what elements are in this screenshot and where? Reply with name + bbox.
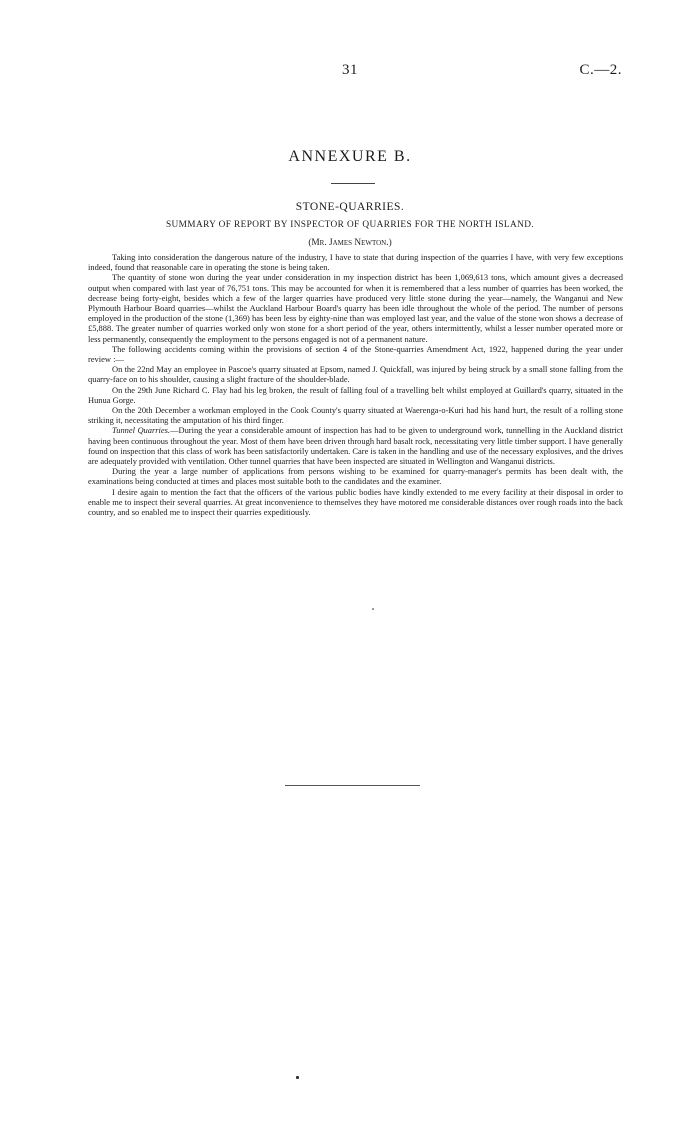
paragraph-accident-waerenga: On the 20th December a workman employed in the Cook County's quarry situated at Waerenga-o-Kuri had his hand hurt, the result of a rolling stone striking it, necessitating the amputation of his third finger. — [88, 405, 623, 426]
paragraph-accident-hunua: On the 29th June Richard C. Flay had his leg broken, the result of falling foul of a travelling belt whilst employed at Guillard's quarry, situated in the Hunua Gorge. — [88, 384, 623, 405]
paragraph-accident-epsom: On the 22nd May an employee in Pascoe's quarry situated at Epsom, named J. Quickfall, was injured by being struck by a small stone falling from the quarry-face on to his shoulder, causing a slight fracture of the shoulder-blade. — [88, 364, 623, 385]
scan-speck — [296, 1076, 299, 1079]
paragraph-permits: During the year a large number of applications from persons wishing to be examined for quarry-manager's permits has been dealt with, the examinations being conducted at times and places most suitable both to the candidates and the examiner. — [88, 466, 623, 487]
paragraph-output: The quantity of stone won during the year under consideration in my inspection district has been 1,069,613 tons, which amount gives a decreased output when compared with last year of 76,751 tons. This may be accounted for when it is remembered that a less number of quarries has been worked, the decrease being forty-eight, besides which a few of the larger quarries have produced very little stone during the year—namely, the Wanganui and New Plymouth Harbour Board quarries—whilst the Auckland Harbour Board's quarry has been idle throughout the whole of the period. The number of persons employed in the production of the stone (1,369) has been less by eighty-nine than was employed last year, and the value of the stone won shows a decrease of £5,888. The greater number of quarries worked only won stone for a short period of the year, others intermittently, whilst a lesser number operated more or less permanently, consequently the employment to the persons engaged is not of a permanent nature. — [88, 272, 623, 344]
document-reference: C.—2. — [579, 62, 622, 78]
report-body — [88, 252, 623, 517]
paragraph-acknowledgement: I desire again to mention the fact that the officers of the various public bodies have kindly extended to me every facility at their disposal in order to enable me to inspect their several quarries. At great inconvenience to themselves they have motored me considerable distances over rough roads into the back country, and so enabled me to inspect their quarries expeditiously. — [88, 486, 623, 518]
section-title: STONE-QUARRIES. — [295, 201, 405, 213]
end-rule — [285, 785, 420, 786]
title-divider — [331, 183, 375, 184]
paragraph-tunnel-quarries — [88, 425, 623, 466]
inspector-name: (Mr. James Newton.) — [308, 238, 392, 248]
tunnel-quarries-heading: Tunnel Quarries. — [112, 425, 171, 436]
annex-title: ANNEXURE B. — [288, 148, 412, 165]
scan-speck — [372, 608, 374, 610]
page-number: 31 — [342, 62, 358, 78]
paragraph-intro: Taking into consideration the dangerous nature of the industry, I have to state that during inspection of the quarries I have, with very few exceptions indeed, found that reasonable care in operating the stone is being taken. — [88, 252, 623, 273]
summary-title: SUMMARY OF REPORT BY INSPECTOR OF QUARRIES FOR THE NORTH ISLAND. — [165, 220, 535, 230]
tunnel-quarries-text: —During the year a considerable amount of inspection has had to be given to underground work, tunnelling in the Auckland district having been continuous throughout the year. Most of them have been driven through hard basalt rock, necessitating very little timber support. I have generally found on inspection that this class of work has been satisfactorily undertaken. Care is taken in the handling and use of the necessary explosives, and the drives are adequately provided with ventilation. Other tunnel quarries that have been inspected are situated in Wellington and Wanganui districts. — [88, 425, 623, 467]
paragraph-accidents-intro: The following accidents coming within the provisions of section 4 of the Stone-quarries Amendment Act, 1922, happened during the year under review :— — [88, 343, 623, 365]
